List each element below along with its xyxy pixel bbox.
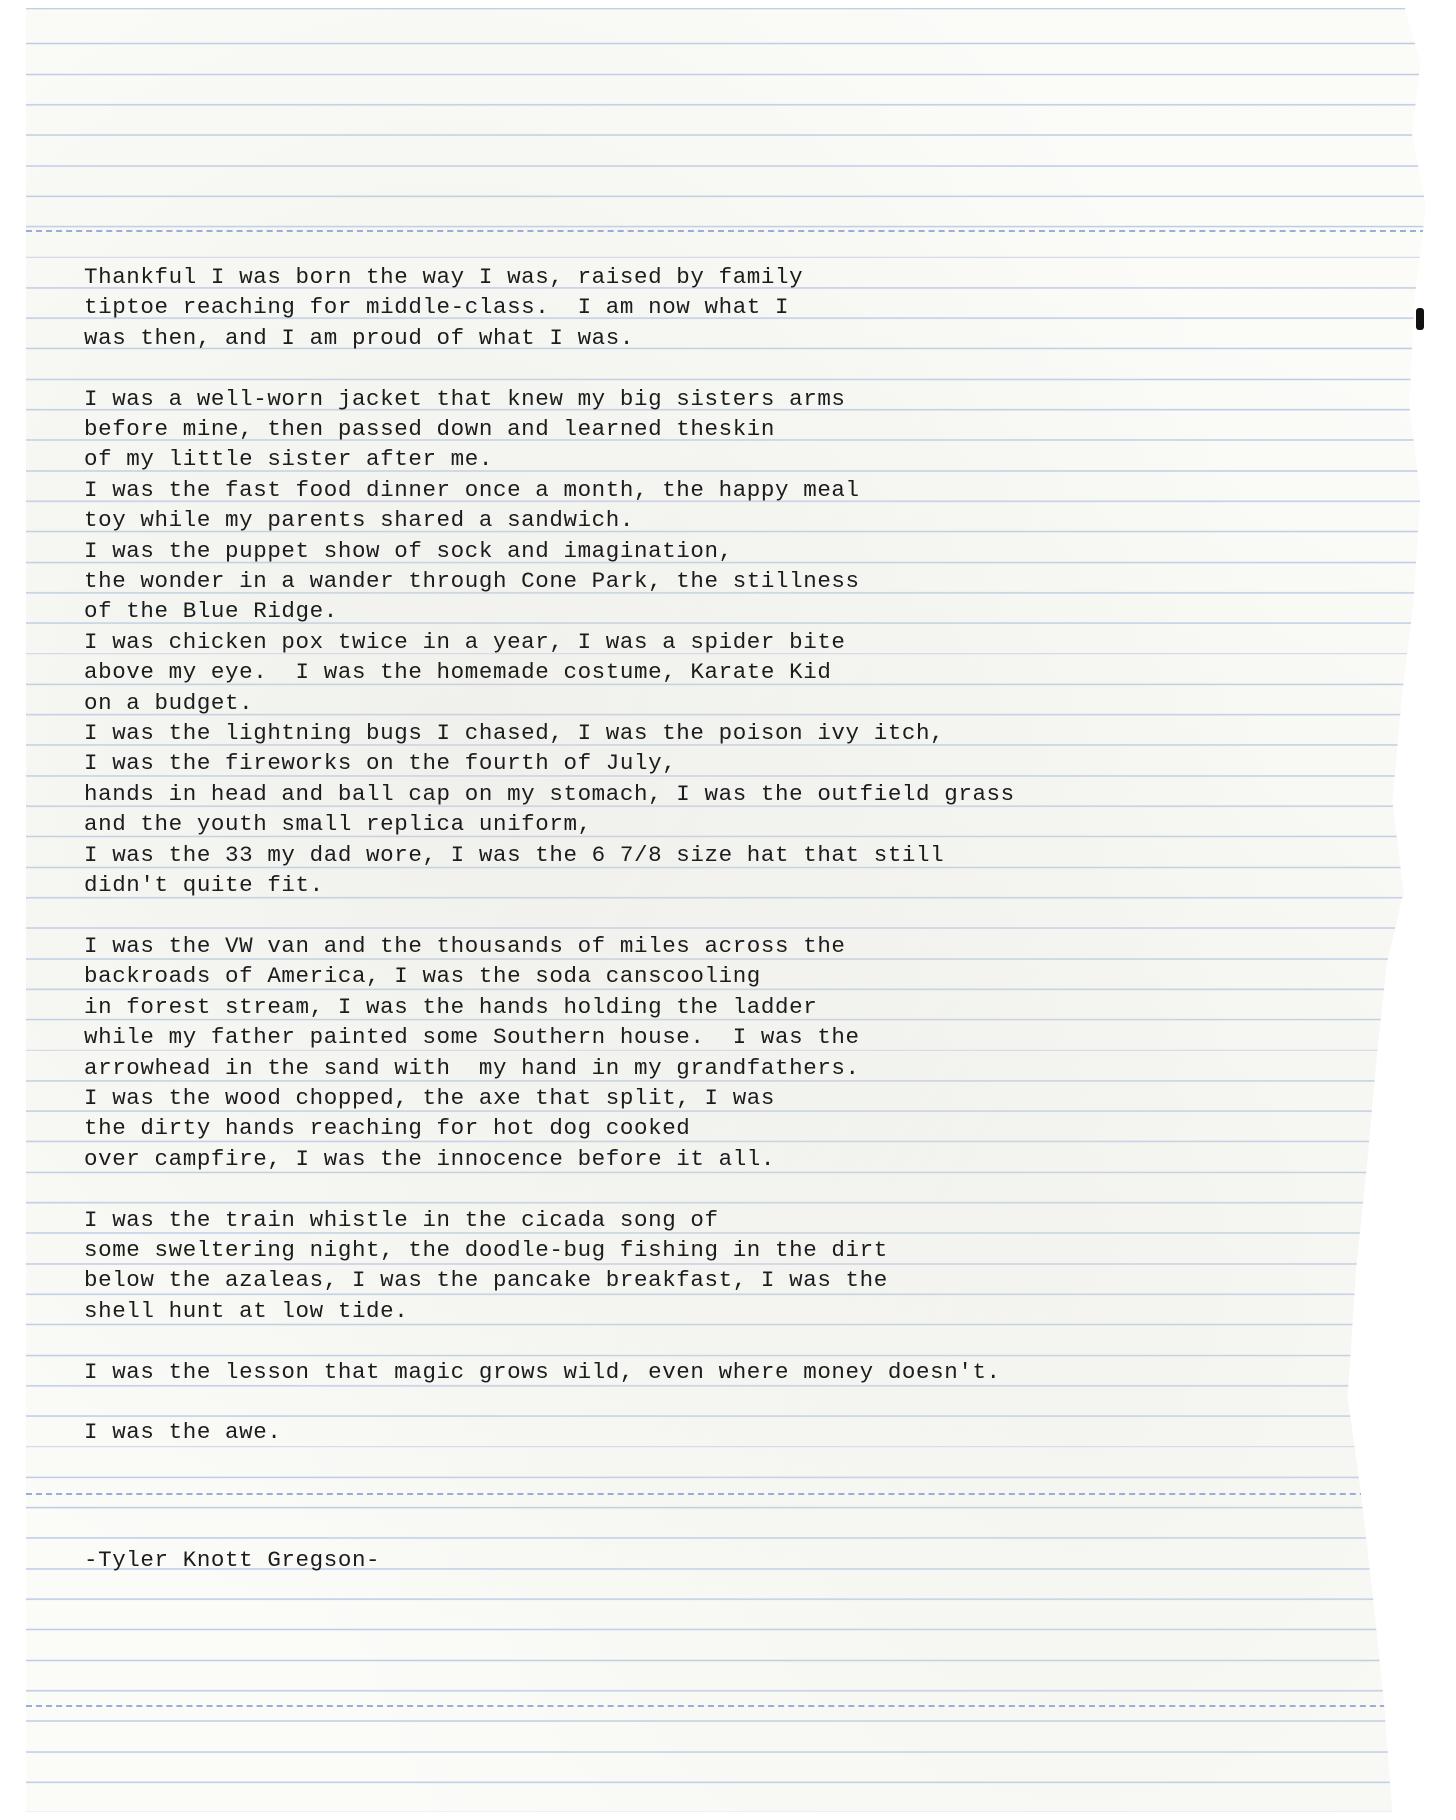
poem-line: the wonder in a wander through Cone Park, the stillness [84, 568, 860, 595]
poem-line: above my eye. I was the homemade costume, Karate Kid [84, 659, 832, 686]
poem-line: below the azaleas, I was the pancake breakfast, I was the [84, 1267, 888, 1294]
poem-line: I was the wood chopped, the axe that split, I was [84, 1084, 776, 1111]
poem-line: I was the 33 my dad wore, I was the 6 7/8 size hat that still [84, 841, 945, 868]
poem-line: tiptoe reaching for middle-class. I am now what I [84, 294, 790, 321]
poem-line: of the Blue Ridge. [84, 598, 338, 625]
stanza [84, 1357, 1124, 1387]
poem-line: I was the train whistle in the cicada song of [84, 1206, 719, 1233]
stanza [84, 262, 1124, 353]
poem-line: I was chicken pox twice in a year, I was a spider bite [84, 628, 846, 655]
poem-line: the dirty hands reaching for hot dog cooked [84, 1115, 691, 1142]
dashed-rule [26, 1705, 1426, 1707]
poem-line: I was the VW van and the thousands of miles across the [84, 932, 846, 959]
poem-line: I was the puppet show of sock and imagination, [84, 537, 733, 564]
poem-line: in forest stream, I was the hands holding the ladder [84, 993, 818, 1020]
stanza [84, 931, 1124, 1174]
poem-line: before mine, then passed down and learned theskin [84, 416, 776, 443]
dashed-rule [26, 230, 1426, 232]
poem-line: and the youth small replica uniform, [84, 811, 592, 838]
poem-line: hands in head and ball cap on my stomach, I was the outfield grass [84, 780, 1015, 807]
poem-line: I was the fast food dinner once a month, the happy meal [84, 476, 860, 503]
poem-body [84, 262, 1124, 1478]
poem-line: I was the fireworks on the fourth of July, [84, 750, 677, 777]
poem-line: backroads of America, I was the soda canscooling [84, 963, 761, 990]
signature: -Tyler Knott Gregson- [84, 1547, 381, 1573]
stanza [84, 1417, 1124, 1447]
poem-line: I was a well-worn jacket that knew my big sisters arms [84, 385, 846, 412]
poem-line: I was the awe. [84, 1419, 282, 1446]
poem-line: I was the lesson that magic grows wild, even where money doesn't. [84, 1358, 1001, 1385]
poem-line: on a budget. [84, 689, 254, 716]
poem-line: was then, and I am proud of what I was. [84, 324, 634, 351]
poem-line: of my little sister after me. [84, 446, 493, 473]
binder-hole-mark [1416, 308, 1424, 330]
poem-line: Thankful I was born the way I was, raised by family [84, 264, 804, 290]
dashed-rule [26, 1493, 1426, 1495]
poem-line: while my father painted some Southern house. I was the [84, 1024, 860, 1051]
poem-line: some sweltering night, the doodle-bug fishing in the dirt [84, 1236, 888, 1263]
poem-line: arrowhead in the sand with my hand in my grandfathers. [84, 1054, 860, 1081]
poem-line: I was the lightning bugs I chased, I was the poison ivy itch, [84, 720, 945, 747]
stanza [84, 1205, 1124, 1327]
poem-line: over campfire, I was the innocence before it all. [84, 1145, 776, 1172]
poem-line: toy while my parents shared a sandwich. [84, 507, 634, 534]
poem-line: shell hunt at low tide. [84, 1297, 409, 1324]
poem-line: didn't quite fit. [84, 872, 324, 899]
stanza [84, 384, 1124, 901]
